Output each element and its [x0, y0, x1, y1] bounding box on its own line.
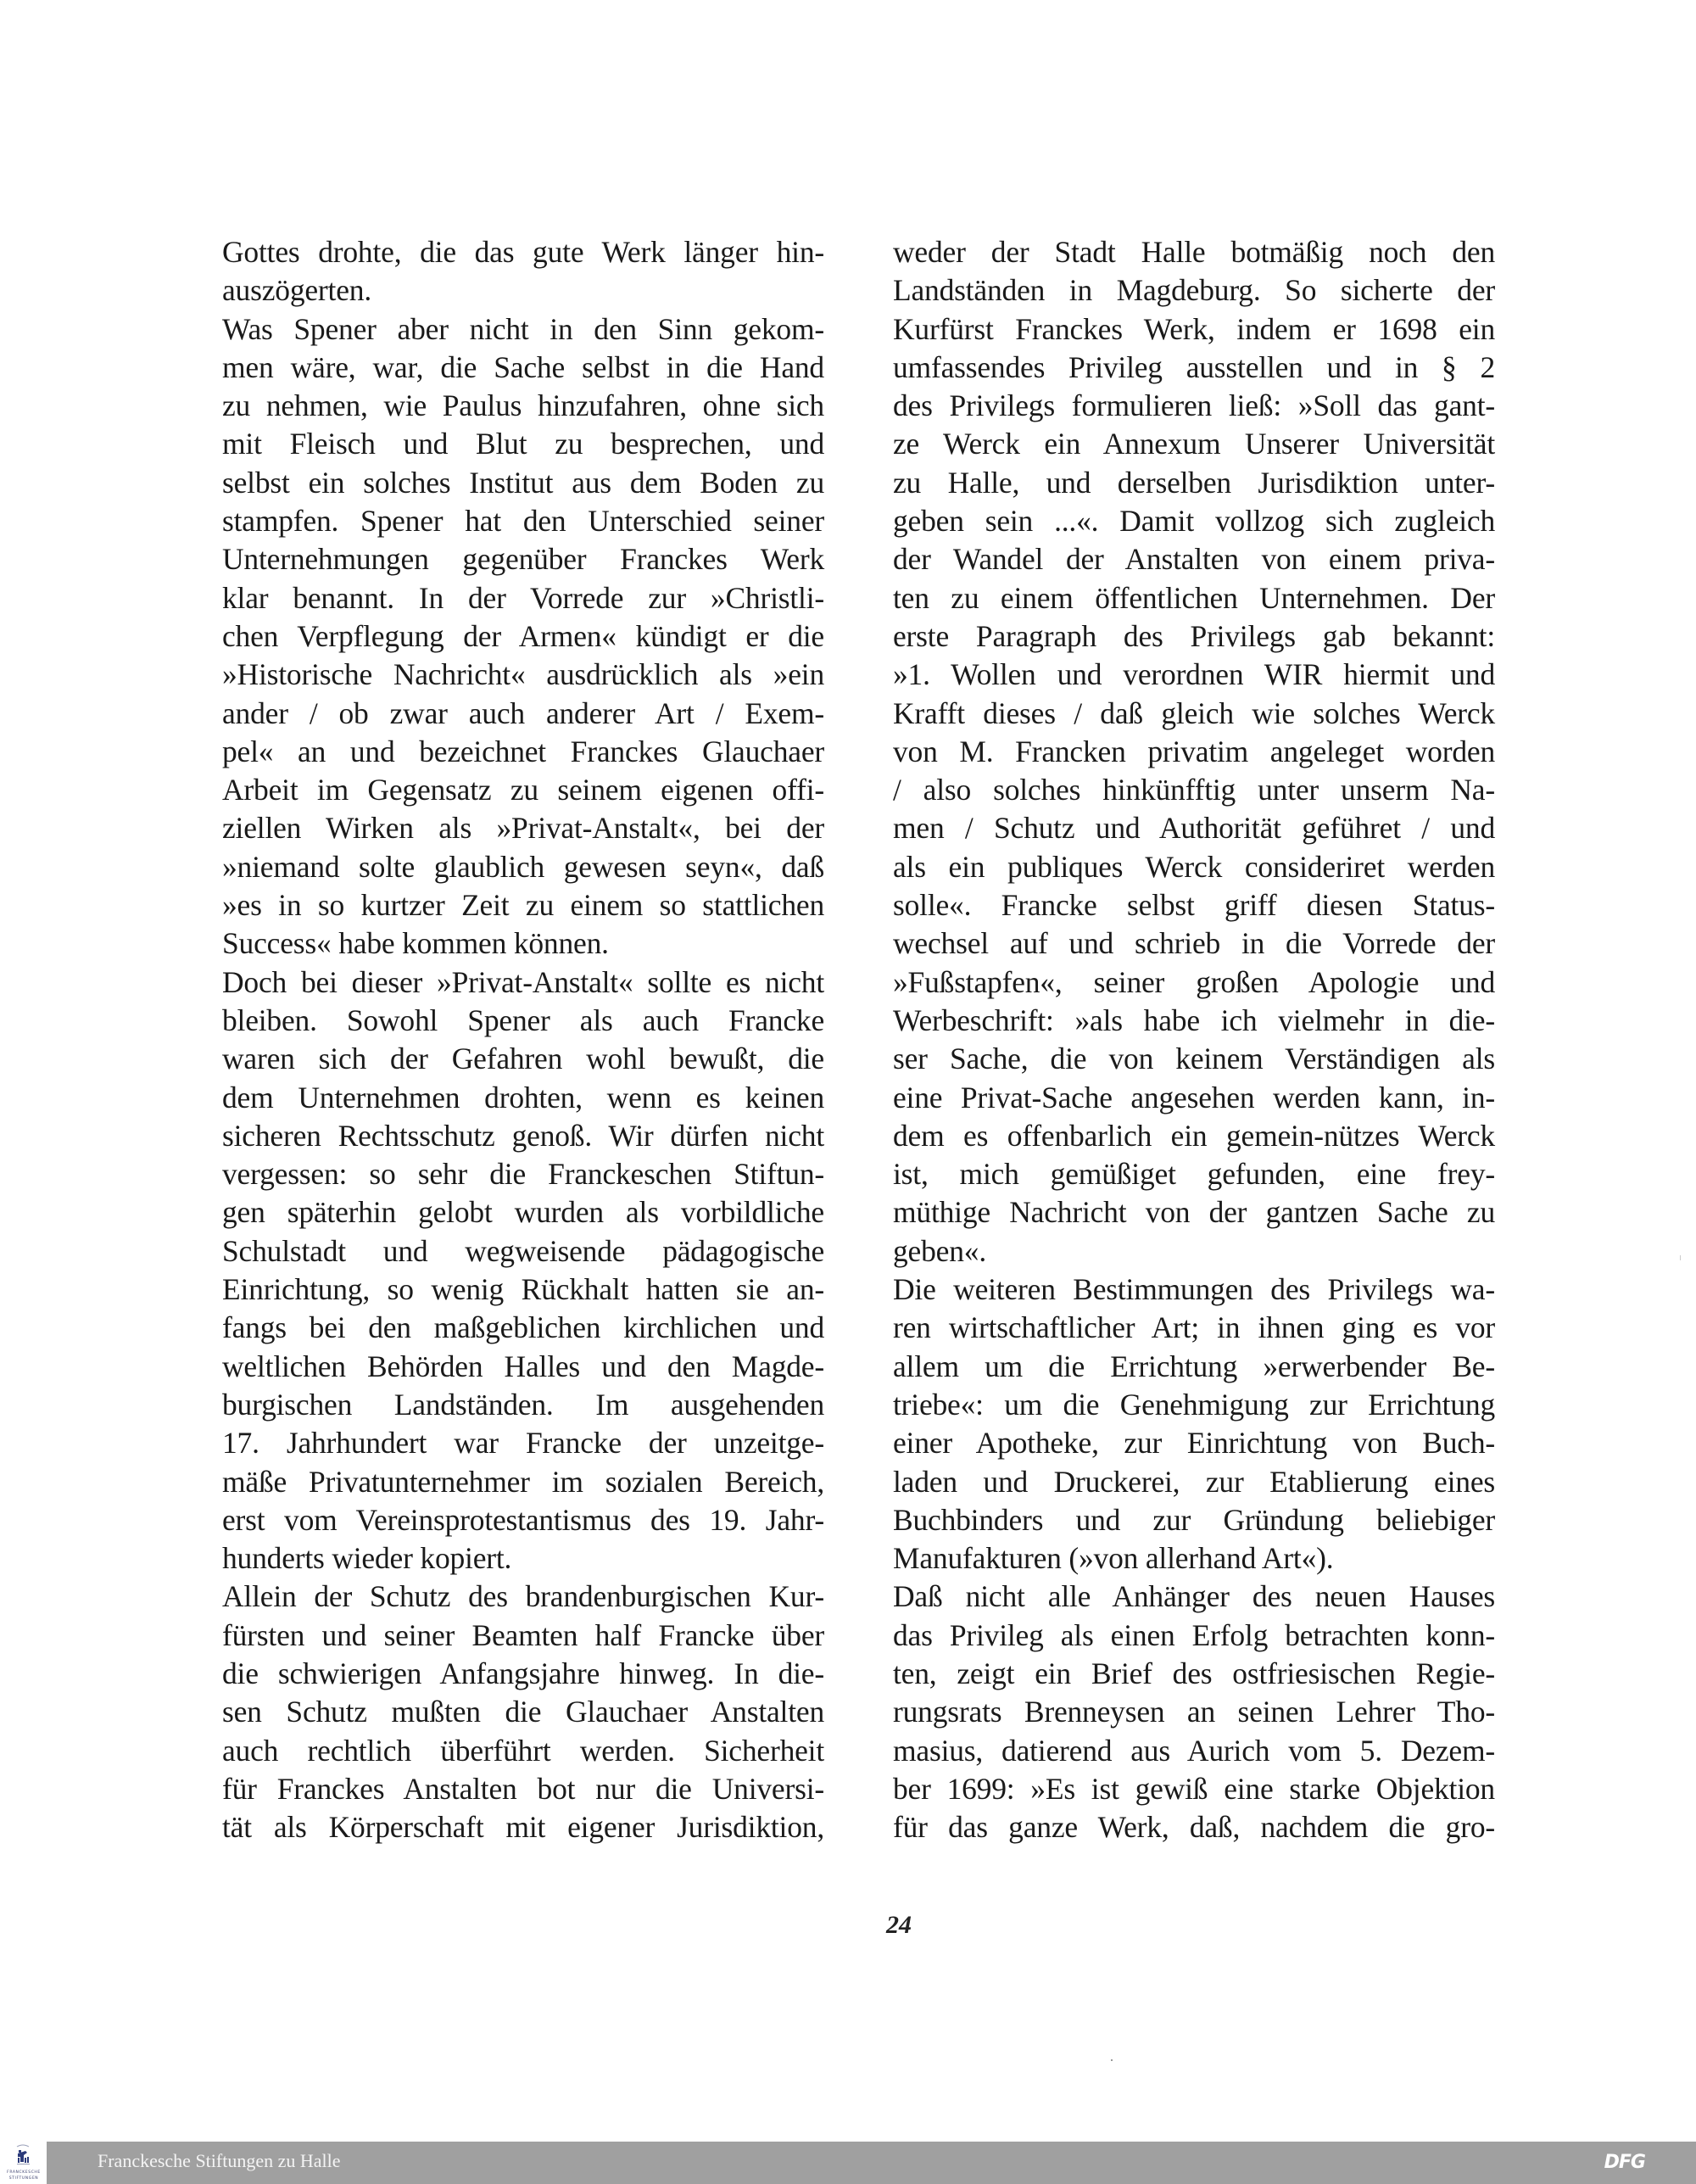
- text-line: Doch bei dieser »Privat-Anstalt« sollte es nicht: [222, 964, 824, 999]
- text-line: dem Unternehmen drohten, wenn es keinen: [222, 1080, 824, 1114]
- text-line: laden und Druckerei, zur Etablierung eines: [893, 1464, 1495, 1499]
- scan-speck: [1111, 2059, 1113, 2061]
- text-line: gen späterhin gelobt wurden als vorbildliche: [222, 1195, 824, 1230]
- text-line: chen Verpflegung der Armen« kündigt er die: [222, 618, 824, 653]
- text-line: ser Sache, die von keinem Verständigen als: [893, 1042, 1495, 1076]
- text-line: allem um die Errichtung »erwerbender Be-: [893, 1349, 1495, 1383]
- text-line: Landständen in Magdeburg. So sicherte der: [893, 273, 1495, 308]
- text-line: zu Halle, und derselben Jurisdiktion unter-: [893, 465, 1495, 500]
- text-line: vergessen: so sehr die Franckeschen Stiftun-: [222, 1157, 824, 1192]
- text-line: »1. Wollen und verordnen WIR hiermit und: [893, 657, 1495, 692]
- text-line: ten, zeigt ein Brief des ostfriesischen Regie-: [893, 1656, 1495, 1690]
- text-line: Allein der Schutz des brandenburgischen Kur-: [222, 1579, 824, 1614]
- text-line: mäße Privatunternehmer im sozialen Bereich,: [222, 1464, 824, 1499]
- text-line: wechsel auf und schrieb in die Vorrede der: [893, 926, 1495, 961]
- text-line: ze Werck ein Annexum Unserer Universität: [893, 427, 1495, 461]
- text-line: Was Spener aber nicht in den Sinn gekom-: [222, 311, 824, 346]
- text-line: Manufakturen (»von allerhand Art«).: [893, 1541, 1334, 1576]
- text-line: Kurfürst Franckes Werk, indem er 1698 ein: [893, 311, 1495, 346]
- text-line: das Privileg als einen Erfolg betrachten konn-: [893, 1617, 1495, 1652]
- text-line: bleiben. Sowohl Spener als auch Francke: [222, 1003, 824, 1037]
- text-line: mit Fleisch und Blut zu besprechen, und: [222, 427, 824, 461]
- text-line: Werbeschrift: »als habe ich vielmehr in die-: [893, 1003, 1495, 1037]
- text-line: Arbeit im Gegensatz zu seinem eigenen offi-: [222, 773, 824, 807]
- text-line: 17. Jahrhundert war Francke der unzeitge-: [222, 1426, 824, 1461]
- text-line: geben«.: [893, 1233, 986, 1268]
- text-line: erste Paragraph des Privilegs gab bekannt:: [893, 618, 1495, 653]
- text-line: fürsten und seiner Beamten half Francke über: [222, 1617, 824, 1652]
- text-line: waren sich der Gefahren wohl bewußt, die: [222, 1042, 824, 1076]
- text-line: zu nehmen, wie Paulus hinzufahren, ohne sich: [222, 388, 824, 423]
- text-line: selbst ein solches Institut aus dem Boden zu: [222, 465, 824, 500]
- text-line: »es in so kurtzer Zeit zu einem so stattlichen: [222, 888, 824, 923]
- text-line: Unternehmungen gegenüber Franckes Werk: [222, 542, 824, 577]
- text-line: müthige Nachricht von der gantzen Sache zu: [893, 1195, 1495, 1230]
- text-line: Daß nicht alle Anhänger des neuen Hauses: [893, 1579, 1495, 1614]
- text-line: erst vom Vereinsprotestantismus des 19. Jahr-: [222, 1502, 824, 1537]
- text-line: ist, mich gemüßiget gefunden, eine frey-: [893, 1157, 1495, 1192]
- right-text-column: [893, 233, 1495, 1846]
- text-line: ten zu einem öffentlichen Unternehmen. Der: [893, 580, 1495, 615]
- footer: [0, 2142, 1696, 2184]
- text-line: hunderts wieder kopiert.: [222, 1541, 512, 1576]
- left-text-column: [222, 233, 824, 1846]
- text-line: triebe«: um die Genehmigung zur Errichtung: [893, 1387, 1495, 1422]
- text-line: men wäre, war, die Sache selbst in die Hand: [222, 349, 824, 384]
- text-line: ren wirtschaftlicher Art; in ihnen ging es vor: [893, 1310, 1495, 1345]
- text-line: ander / ob zwar auch anderer Art / Exem-: [222, 695, 824, 730]
- text-line: stampfen. Spener hat den Unterschied seiner: [222, 504, 824, 539]
- text-line: auch rechtlich überführt werden. Sicherheit: [222, 1733, 824, 1768]
- footer-bar: [47, 2142, 1696, 2184]
- text-line: rungsrats Brenneysen an seinen Lehrer Tho-: [893, 1695, 1495, 1729]
- text-line: für das ganze Werk, daß, nachdem die gro-: [893, 1810, 1495, 1845]
- text-line: Success« habe kommen können.: [222, 926, 609, 961]
- text-line: Einrichtung, so wenig Rückhalt hatten sie an-: [222, 1272, 824, 1307]
- logo-line-1: FRANCKESCHE: [7, 2170, 41, 2175]
- franckesche-stiftungen-logo-icon[interactable]: [2, 2143, 44, 2182]
- text-line: geben sein ...«. Damit vollzog sich zugleich: [893, 504, 1495, 539]
- text-line: Buchbinders und zur Gründung beliebiger: [893, 1502, 1495, 1537]
- text-line: sen Schutz mußten die Glauchaer Anstalten: [222, 1695, 824, 1729]
- text-line: Schulstadt und wegweisende pädagogische: [222, 1233, 824, 1268]
- text-line: weder der Stadt Halle botmäßig noch den: [893, 235, 1495, 269]
- text-line: klar benannt. In der Vorrede zur »Christli-: [222, 580, 824, 615]
- text-line: burgischen Landständen. Im ausgehenden: [222, 1387, 824, 1422]
- text-line: masius, datierend aus Aurich vom 5. Dezem-: [893, 1733, 1495, 1768]
- text-line: / also solches hinkünfftig unter unserm Na-: [893, 773, 1495, 807]
- text-line: die schwierigen Anfangsjahre hinweg. In die-: [222, 1656, 824, 1690]
- text-line: von M. Francken privatim angeleget worden: [893, 734, 1495, 768]
- text-line: Die weiteren Bestimmungen des Privilegs wa-: [893, 1272, 1495, 1307]
- text-line: dem es offenbarlich ein gemein-nützes Werck: [893, 1118, 1495, 1153]
- text-line: des Privilegs formulieren ließ: »Soll das gant-: [893, 388, 1495, 423]
- text-line: als ein publiques Werck consideriret werden: [893, 849, 1495, 884]
- text-line: solle«. Francke selbst griff diesen Status-: [893, 888, 1495, 923]
- text-line: »Fußstapfen«, seiner großen Apologie und: [893, 964, 1495, 999]
- text-line: men / Schutz und Authorität geführet / und: [893, 811, 1495, 846]
- text-line: tät als Körperschaft mit eigener Jurisdiktion,: [222, 1810, 824, 1845]
- text-line: auszögerten.: [222, 273, 372, 308]
- text-line: sicheren Rechtsschutz genoß. Wir dürfen nicht: [222, 1118, 824, 1153]
- building-figure-icon: [2, 2143, 44, 2169]
- text-line: ber 1699: »Es ist gewiß eine starke Objektion: [893, 1771, 1495, 1806]
- text-line: für Franckes Anstalten bot nur die Universi-: [222, 1771, 824, 1806]
- page-number: 24: [886, 1911, 912, 1939]
- text-line: »niemand solte glaublich gewesen seyn«, daß: [222, 849, 824, 884]
- text-line: ziellen Wirken als »Privat-Anstalt«, bei der: [222, 811, 824, 846]
- text-line: umfassendes Privileg ausstellen und in § 2: [893, 349, 1495, 384]
- text-line: Gottes drohte, die das gute Werk länger hin-: [222, 235, 824, 269]
- logo-line-2: STIFTUNGEN: [8, 2176, 39, 2181]
- text-line: fangs bei den maßgeblichen kirchlichen und: [222, 1310, 824, 1345]
- dfg-logo-icon[interactable]: DFG: [1604, 2152, 1645, 2173]
- text-line: weltlichen Behörden Halles und den Magde-: [222, 1349, 824, 1383]
- text-line: eine Privat-Sache angesehen werden kann, in-: [893, 1080, 1495, 1114]
- text-line: pel« an und bezeichnet Franckes Glauchaer: [222, 734, 824, 768]
- text-line: »Historische Nachricht« ausdrücklich als »ein: [222, 657, 824, 692]
- text-line: einer Apotheke, zur Einrichtung von Buch-: [893, 1426, 1495, 1461]
- footer-title[interactable]: Franckesche Stiftungen zu Halle: [98, 2150, 341, 2171]
- text-line: Krafft dieses / daß gleich wie solches Werck: [893, 695, 1495, 730]
- text-line: der Wandel der Anstalten von einem priva-: [893, 542, 1495, 577]
- scan-speck: [1680, 1255, 1681, 1260]
